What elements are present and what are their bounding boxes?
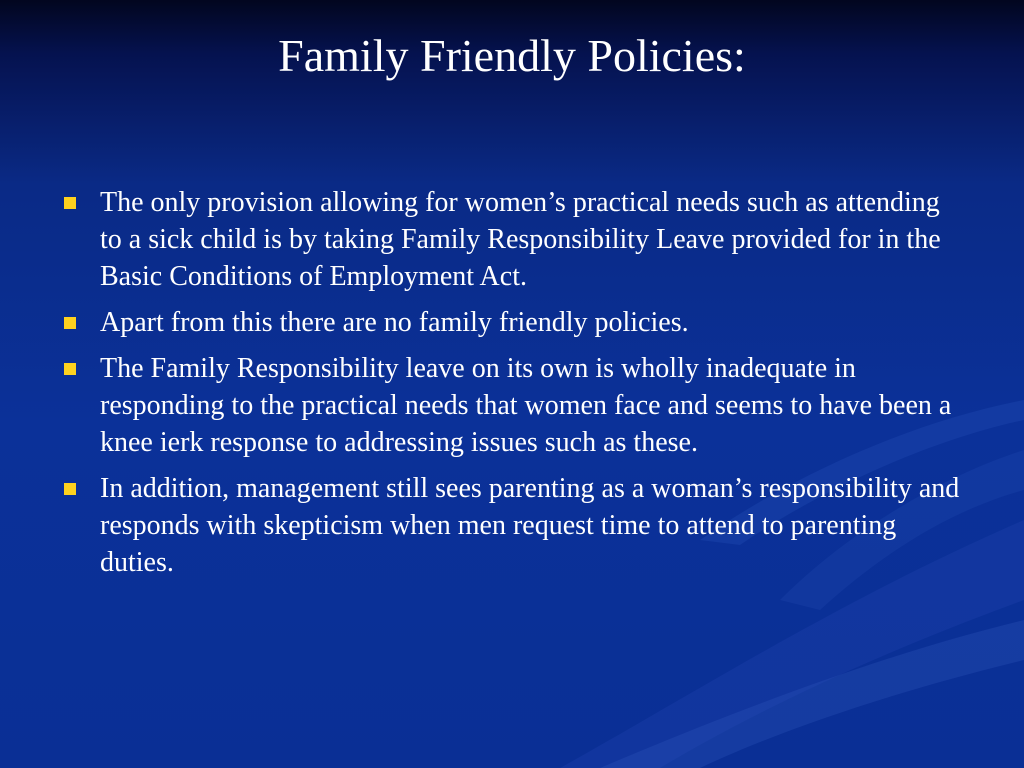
square-bullet-icon xyxy=(64,363,76,375)
bullet-text: In addition, management still sees parenting as a woman’s responsibility and responds with skepticism when men request time to attend to parenting duties. xyxy=(100,473,960,578)
bullet-text: Apart from this there are no family friendly policies. xyxy=(100,307,689,338)
bullet-text: The Family Responsibility leave on its own is wholly inadequate in responding to the practical needs that women face and seems to have been a knee ierk response to addressing issues such as these. xyxy=(100,353,952,458)
bullet-list xyxy=(62,184,962,590)
bullet-item xyxy=(62,304,962,341)
square-bullet-icon xyxy=(64,483,76,495)
slide-title: Family Friendly Policies: xyxy=(278,30,746,81)
bullet-text: The only provision allowing for women’s practical needs such as attending to a sick child is by taking Family Responsibility Leave provided for in the Basic Conditions of Employment Act. xyxy=(100,187,941,292)
bullet-item xyxy=(62,350,962,461)
bullet-item xyxy=(62,184,962,295)
square-bullet-icon xyxy=(64,317,76,329)
bullet-item xyxy=(62,470,962,581)
square-bullet-icon xyxy=(64,197,76,209)
